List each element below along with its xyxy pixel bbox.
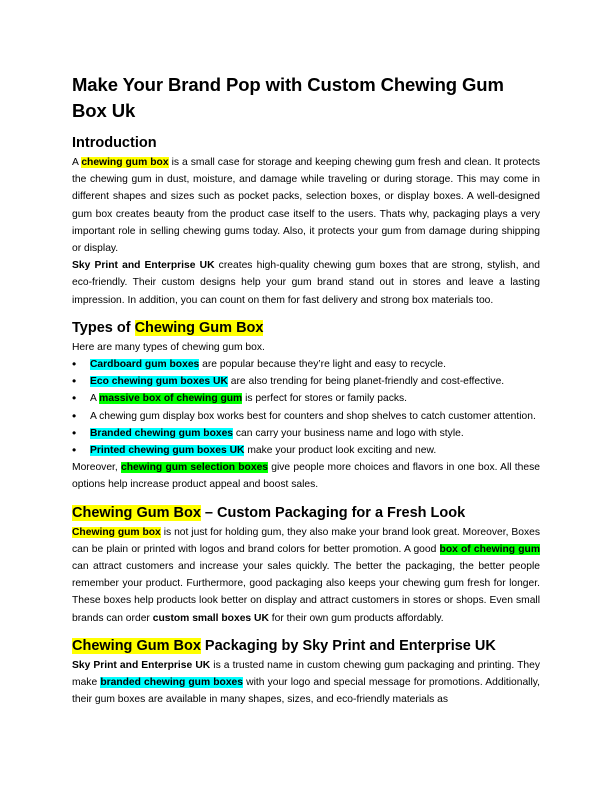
highlight-link: Eco chewing gum boxes UK (90, 376, 228, 388)
text-run: are also trending for being planet-friendly and cost-effective. (227, 376, 505, 388)
text-run: is a trusted name in custom chewing gum packaging and printing. They make (72, 659, 540, 689)
text-run: can attract customers and increase your sales quickly. The better the packaging, the better people remember your product. Furthermore, good packaging also keeps your chewing gum fresh for longer. These boxes help products look better on display and attract customers in stores or shops. Even small brands can order (72, 561, 540, 624)
highlight-link: Printed chewing gum boxes UK (90, 445, 245, 457)
text-run: A (72, 157, 82, 168)
section3-paragraph (72, 524, 540, 627)
text-run: Moreover, (72, 462, 122, 474)
types-heading (72, 318, 540, 338)
section3-heading (72, 503, 540, 523)
intro-paragraph-2 (72, 257, 540, 309)
highlight-link: branded chewing gum boxes (100, 677, 244, 689)
highlight-link: box of chewing gum (439, 543, 540, 555)
text-run: for their own gum products affordably. (268, 612, 444, 624)
highlight-link: Branded chewing gum boxes (90, 427, 234, 439)
text-run: can carry your business name and logo with style. (233, 427, 464, 439)
highlight-link: chewing gum selection boxes (121, 462, 269, 474)
text-run: A (90, 393, 100, 405)
list-item (72, 373, 540, 390)
section4-heading (72, 636, 540, 656)
types-lead: Here are many types of chewing gum box. (72, 341, 265, 353)
list-item (72, 442, 540, 459)
highlight-chewing-gum-box: Chewing gum box (72, 526, 161, 538)
text-run: A chewing gum display box works best for counters and shop shelves to catch customer attention. (90, 410, 536, 422)
heading-text: Packaging by Sky Print and Enterprise UK (200, 637, 496, 654)
heading-text: Types of (72, 319, 135, 336)
highlight-link: Cardboard gum boxes (90, 359, 200, 371)
heading-highlight: Chewing Gum Box (72, 504, 201, 521)
types-outro (72, 459, 540, 493)
text-run: give people more choices and flavors in one box. All these options help increase product appeal and boost sales. (72, 462, 540, 491)
company-name: Sky Print and Enterprise UK (72, 260, 215, 272)
highlight-link: massive box of chewing gum (99, 393, 243, 405)
text-run: are popular because they’re light and easy to recycle. (199, 359, 446, 371)
heading-highlight: Chewing Gum Box (72, 637, 201, 654)
text-run: creates high-quality chewing gum boxes that are strong, stylish, and eco-friendly. Their custom designs help your gum brand stand out in stores and leave a lasting impression. In addition, you can count on them for fast delivery and strong box materials too. (72, 260, 540, 306)
section4-paragraph (72, 657, 540, 709)
list-item (72, 356, 540, 373)
list-item (72, 425, 540, 442)
heading-highlight: Chewing Gum Box (134, 319, 264, 336)
list-item (72, 390, 540, 407)
highlight-chewing-gum-box: chewing gum box (81, 157, 169, 168)
heading-text: – Custom Packaging for a Fresh Look (200, 504, 466, 521)
text-run: make your product look exciting and new. (244, 445, 437, 457)
page-title: Make Your Brand Pop with Custom Chewing Gum Box Uk (72, 74, 504, 121)
company-name: Sky Print and Enterprise UK (72, 659, 211, 671)
bold-phrase: custom small boxes UK (152, 612, 269, 624)
intro-paragraph-1 (72, 154, 540, 257)
text-run: is not just for holding gum, they also make your brand look great. Moreover, Boxes can be plain or printed with logos and brand colors for better promotion. A good (72, 526, 540, 555)
types-list (72, 356, 540, 459)
text-run: is a small case for storage and keeping chewing gum fresh and clean. It protects the chewing gum in dust, moisture, and damage while traveling or during storage. This may come in different shapes and sizes such as pocket packs, selection boxes, or display boxes. A well-designed gum box creates beauty from the product case itself to the users. Thats why, packaging plays a very important role in selling chewing gums today. Also, it protects your gum from damage during shipping or display. (72, 157, 540, 255)
document-page (72, 72, 540, 708)
text-run: is perfect for stores or family packs. (242, 393, 408, 405)
text-run: with your logo and special message for promotions. Additionally, their gum boxes are available in many shapes, sizes, and eco-friendly materials as (72, 677, 540, 706)
intro-heading: Introduction (72, 135, 157, 151)
list-item (72, 408, 540, 425)
